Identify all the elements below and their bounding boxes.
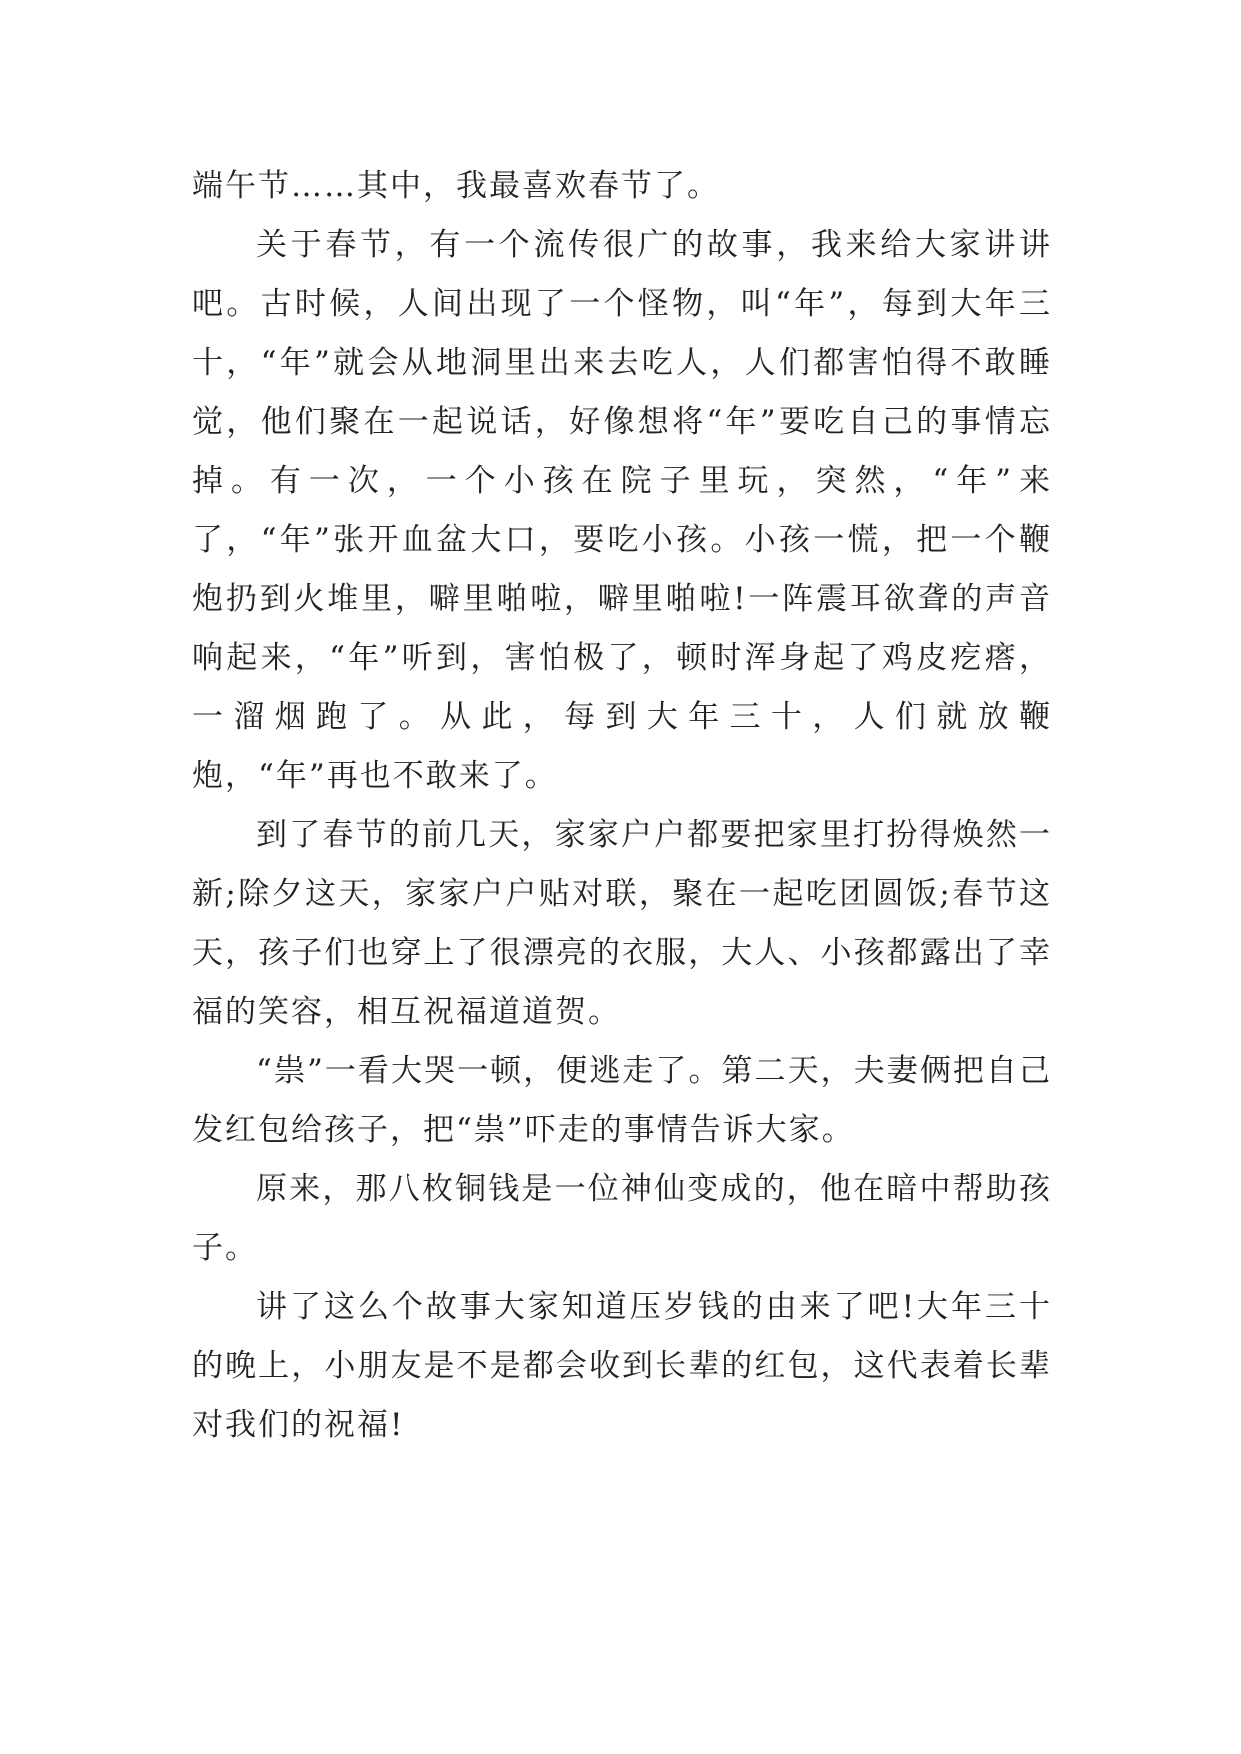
paragraph-5: 原来，那八枚铜钱是一位神仙变成的，他在暗中帮助孩子。 <box>192 1171 1052 1266</box>
document-body <box>192 157 1052 1455</box>
paragraph-2: 关于春节，有一个流传很广的故事，我来给大家讲讲吧。古时候，人间出现了一个怪物，叫“年”，每到大年三十，“年”就会从地洞里出来去吃人，人们都害怕得不敢睡觉，他们聚在一起说话，好像想将“年”要吃自己的事情忘掉。有一次，一个小孩在院子里玩，突然，“年”来了，“年”张开血盆大口，要吃小孩。小孩一慌，把一个鞭炮扔到火堆里，噼里啪啦，噼里啪啦!一阵震耳欲聋的声音响起来，“年”听到，害怕极了，顿时浑身起了鸡皮疙瘩，一溜烟跑了。从此，每到大年三十，人们就放鞭炮，“年”再也不敢来了。 <box>192 227 1052 794</box>
paragraph-3: 到了春节的前几天，家家户户都要把家里打扮得焕然一新;除夕这天，家家户户贴对联，聚在一起吃团圆饭;春节这天，孩子们也穿上了很漂亮的衣服，大人、小孩都露出了幸福的笑容，相互祝福道道贺。 <box>192 817 1052 1030</box>
paragraph-1: 端午节……其中，我最喜欢春节了。 <box>192 168 720 204</box>
paragraph-6: 讲了这么个故事大家知道压岁钱的由来了吧!大年三十的晚上，小朋友是不是都会收到长辈的红包，这代表着长辈对我们的祝福! <box>192 1289 1052 1443</box>
paragraph-4: “祟”一看大哭一顿，便逃走了。第二天，夫妻俩把自己发红包给孩子，把“祟”吓走的事情告诉大家。 <box>192 1053 1052 1148</box>
